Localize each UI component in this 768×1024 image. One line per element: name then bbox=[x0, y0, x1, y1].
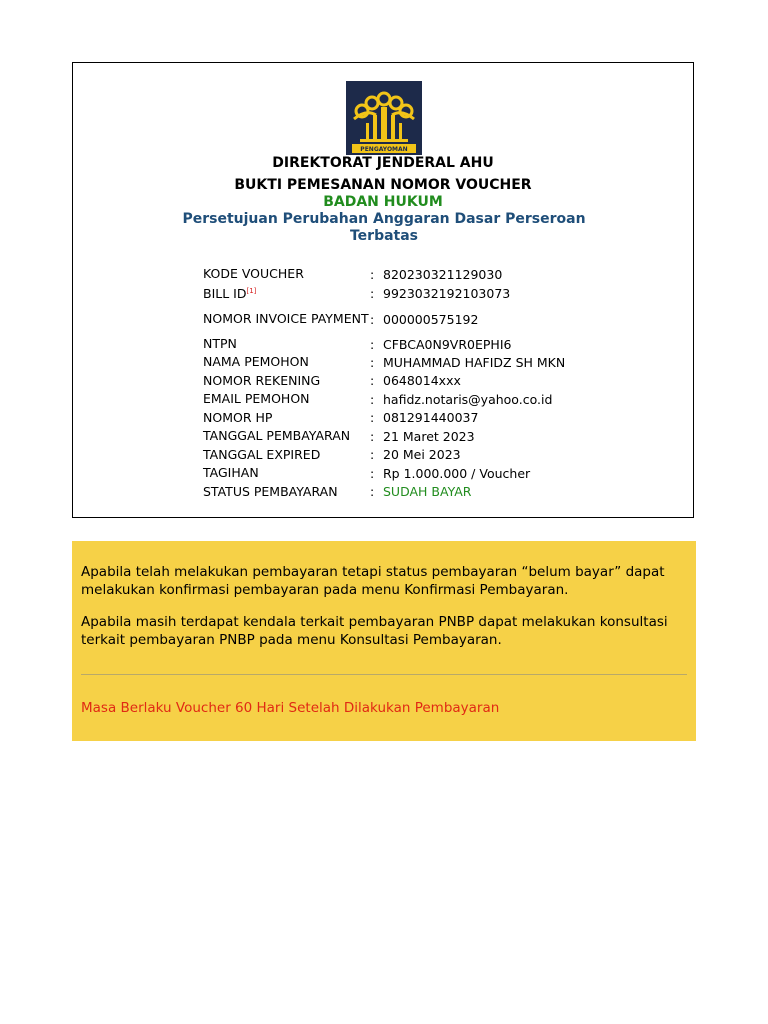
detail-value: 21 Maret 2023 bbox=[383, 428, 475, 444]
detail-colon: : bbox=[370, 354, 375, 370]
detail-label: NOMOR REKENING bbox=[203, 372, 321, 388]
pengayoman-logo bbox=[346, 81, 422, 155]
detail-label: NAMA PEMOHON bbox=[203, 354, 309, 370]
detail-value: MUHAMMAD HAFIDZ SH MKN bbox=[383, 354, 566, 370]
detail-colon: : bbox=[370, 465, 375, 481]
payment-notice bbox=[72, 541, 696, 741]
detail-colon: : bbox=[370, 447, 375, 463]
detail-label: EMAIL PEMOHON bbox=[203, 391, 310, 407]
voucher-details bbox=[203, 265, 663, 501]
detail-row-tagihan bbox=[203, 464, 663, 483]
detail-row-tanggal-pembayaran bbox=[203, 427, 663, 446]
detail-row-nomor-hp bbox=[203, 409, 663, 428]
notice-consultation-text: Apabila masih terdapat kendala terkait pembayaran PNBP dapat melakukan konsultasi terkait pembayaran PNBP pada menu Konsultasi Pembayaran. bbox=[81, 614, 668, 648]
detail-row-tanggal-expired bbox=[203, 446, 663, 465]
divider bbox=[81, 674, 687, 675]
detail-colon: : bbox=[370, 428, 375, 444]
detail-colon: : bbox=[370, 285, 375, 301]
detail-value: hafidz.notaris@yahoo.co.id bbox=[383, 391, 553, 407]
footnote-marker[interactable]: [1] bbox=[246, 287, 257, 296]
detail-value: Rp 1.000.000 / Voucher bbox=[383, 465, 531, 481]
organization-name: DIREKTORAT JENDERAL AHU bbox=[272, 155, 494, 171]
document-title: BUKTI PEMESANAN NOMOR VOUCHER bbox=[234, 177, 532, 193]
detail-value: 0648014xxx bbox=[383, 373, 461, 389]
entity-category: BADAN HUKUM bbox=[323, 194, 443, 210]
notice-confirmation-text: Apabila telah melakukan pembayaran tetapi status pembayaran “belum bayar” dapat melakukan konfirmasi pembayaran pada menu Konfirmasi Pembayaran. bbox=[81, 564, 665, 598]
detail-label: NOMOR INVOICE PAYMENT bbox=[203, 311, 369, 326]
detail-label: NTPN bbox=[203, 336, 237, 351]
detail-row-nomor-invoice bbox=[203, 303, 663, 335]
detail-label: STATUS PEMBAYARAN bbox=[203, 483, 338, 499]
detail-value: 20 Mei 2023 bbox=[383, 447, 461, 463]
detail-label: TANGGAL PEMBAYARAN bbox=[203, 428, 351, 444]
service-subject: Persetujuan Perubahan Anggaran Dasar Perseroan Terbatas bbox=[182, 211, 586, 244]
detail-label-text: BILL ID bbox=[203, 286, 247, 302]
detail-row-email-pemohon bbox=[203, 390, 663, 409]
voucher-receipt bbox=[72, 62, 694, 518]
detail-colon: : bbox=[370, 311, 375, 327]
voucher-validity-text: Masa Berlaku Voucher 60 Hari Setelah Dilakukan Pembayaran bbox=[81, 700, 500, 716]
detail-row-nama-pemohon bbox=[203, 353, 663, 372]
detail-value: CFBCA0N9VR0EPHI6 bbox=[383, 336, 512, 352]
detail-colon: : bbox=[370, 336, 375, 352]
detail-colon: : bbox=[370, 266, 375, 282]
detail-colon: : bbox=[370, 391, 375, 407]
detail-colon: : bbox=[370, 484, 375, 500]
detail-colon: : bbox=[370, 373, 375, 389]
detail-row-ntpn bbox=[203, 335, 663, 353]
detail-label: TAGIHAN bbox=[203, 465, 259, 481]
detail-label: NOMOR HP bbox=[203, 409, 273, 425]
detail-value: 9923032192103073 bbox=[383, 285, 511, 301]
detail-row-nomor-rekening bbox=[203, 372, 663, 391]
detail-row-bill-id bbox=[203, 283, 663, 303]
payment-status-badge: SUDAH BAYAR bbox=[383, 484, 472, 500]
detail-label: KODE VOUCHER bbox=[203, 266, 304, 281]
detail-label: TANGGAL EXPIRED bbox=[203, 446, 321, 462]
detail-label bbox=[203, 284, 370, 301]
detail-row-kode-voucher bbox=[203, 265, 663, 283]
detail-colon: : bbox=[370, 410, 375, 426]
detail-value: 081291440037 bbox=[383, 410, 479, 426]
detail-row-status-pembayaran bbox=[203, 483, 663, 502]
detail-value: 000000575192 bbox=[383, 311, 479, 327]
logo-text: PENGAYOMAN bbox=[360, 146, 408, 153]
detail-value: 820230321129030 bbox=[383, 266, 503, 282]
